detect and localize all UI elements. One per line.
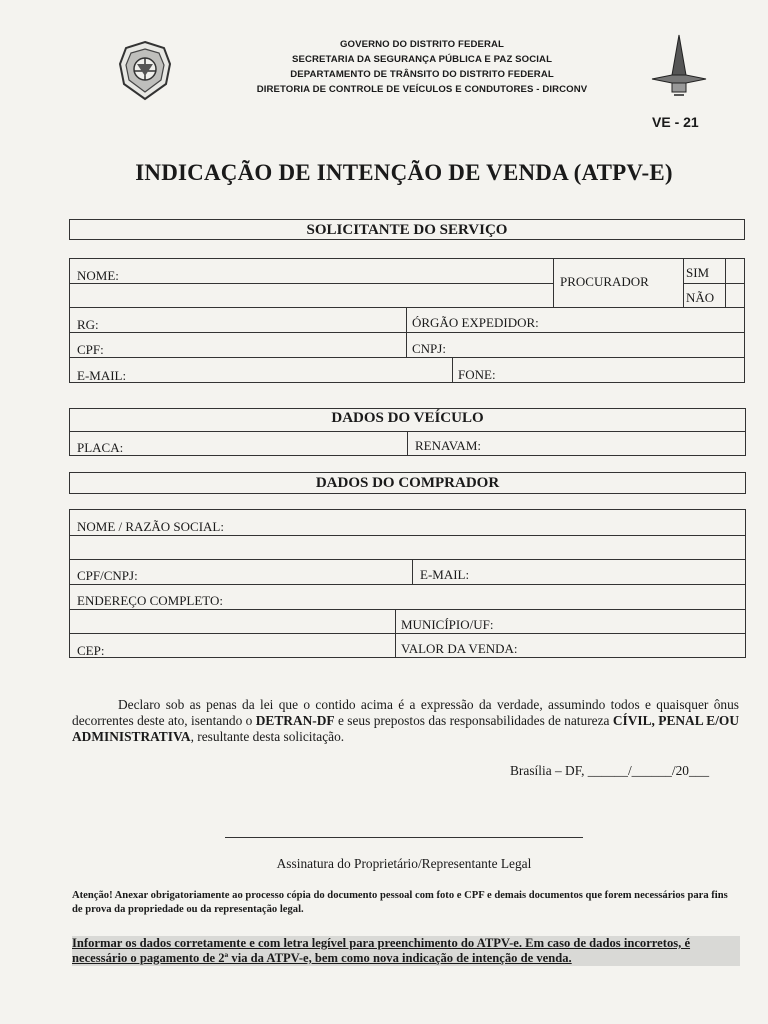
header-institution (200, 37, 644, 97)
comprador-cpf-cnpj-field[interactable]: CPF/CNPJ: (77, 568, 138, 583)
detran-badge-logo (118, 40, 172, 102)
signature-line[interactable] (225, 837, 583, 838)
solicitante-fone-field[interactable]: FONE: (458, 367, 496, 382)
veiculo-placa-field[interactable]: PLACA: (77, 440, 124, 455)
solicitante-email-field[interactable]: E-MAIL: (77, 368, 127, 383)
procurador-nao-option[interactable]: NÃO (686, 290, 715, 305)
solicitante-orgao-field[interactable]: ÓRGÃO EXPEDIDOR: (412, 315, 539, 330)
procurador-sim-option[interactable]: SIM (686, 265, 710, 280)
document-title: INDICAÇÃO DE INTENÇÃO DE VENDA (ATPV-E) (135, 160, 673, 185)
comprador-endereco-field[interactable]: ENDEREÇO COMPLETO: (77, 593, 224, 608)
solicitante-cpf-field[interactable]: CPF: (77, 342, 104, 357)
info-note: Informar os dados corretamente e com letra legível para preenchimento do ATPV-e. Em caso de dados incorretos, é necessário o pagamento de 2ª via da ATPV-e, bem como nova indicação de intenção de venda. (72, 936, 740, 966)
section-comprador-header: DADOS DO COMPRADOR (69, 472, 746, 494)
solicitante-rg-field[interactable]: RG: (77, 317, 99, 332)
solicitante-nome-field[interactable]: NOME: (77, 268, 119, 283)
detran-df-bold: DETRAN-DF (255, 713, 335, 728)
header-line-4: DIRETORIA DE CONTROLE DE VEÍCULOS E CONDUTORES - DIRCONV (256, 84, 588, 95)
section-veiculo-header: DADOS DO VEÍCULO (331, 410, 484, 426)
comprador-email-field[interactable]: E-MAIL: (420, 567, 470, 582)
signature-caption: Assinatura do Proprietário/Representante Legal (276, 856, 532, 871)
comprador-nome-field[interactable]: NOME / RAZÃO SOCIAL: (77, 519, 224, 534)
comprador-valor-field[interactable]: VALOR DA VENDA: (401, 641, 518, 656)
section-solicitante-header: SOLICITANTE DO SERVIÇO (69, 219, 745, 240)
declaration-text: Declaro sob as penas da lei que o contido acima é a expressão da verdade, assumindo todos e quaisquer ônus decorrentes deste ato, isentando o DETRAN-DF e seus prepostos das responsabilidades de natureza CÍVIL, PENAL E/OU ADMINISTRATIVA, resultante desta solicitação. (72, 697, 740, 744)
comprador-municipio-field[interactable]: MUNICÍPIO/UF: (401, 617, 494, 632)
place-date-line[interactable]: Brasília – DF, ______/______/20___ (510, 763, 710, 778)
header-line-1: GOVERNO DO DISTRITO FEDERAL (339, 39, 505, 50)
form-code: VE - 21 (652, 114, 699, 130)
responsabilidades-bold: CÍVIL, PENAL E/OU ADMINISTRATIVA (72, 713, 740, 744)
comprador-cep-field[interactable]: CEP: (77, 643, 105, 658)
header-line-2: SECRETARIA DA SEGURANÇA PÚBLICA E PAZ SOCIAL (291, 54, 553, 65)
solicitante-cnpj-field[interactable]: CNPJ: (412, 341, 446, 356)
veiculo-renavam-field[interactable]: RENAVAM: (415, 438, 481, 453)
header-line-3: DEPARTAMENTO DE TRÂNSITO DO DISTRITO FEDERAL (290, 69, 554, 80)
procurador-label: PROCURADOR (560, 274, 649, 289)
attention-note: Atenção! Anexar obrigatoriamente ao processo cópia do documento pessoal com foto e CPF e demais documentos que forem necessários para fins de prova da propriedade ou da representação legal. (72, 890, 728, 915)
df-coat-of-arms-logo (648, 33, 710, 101)
